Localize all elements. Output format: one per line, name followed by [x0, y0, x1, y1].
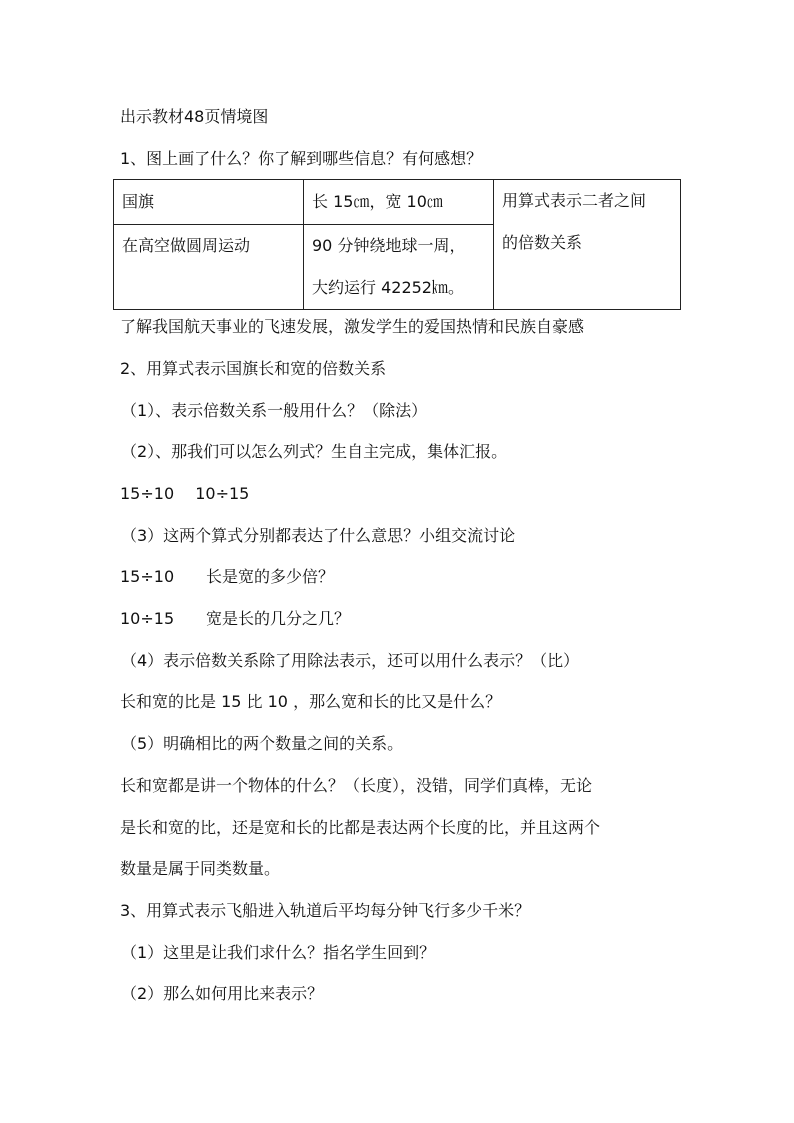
expressions-line: 15÷10 10÷15 [120, 484, 250, 503]
cell-line: 大约运行 42252㎞。 [312, 278, 464, 297]
calc-expression: 15÷10 [120, 567, 175, 586]
table-cell: 长 15㎝，宽 10㎝ [304, 180, 494, 225]
calc-meaning: 长是宽的多少倍？ [206, 567, 335, 586]
table-cell: 国旗 [114, 180, 304, 225]
table-cell [494, 180, 681, 310]
table-cell: 在高空做圆周运动 [114, 225, 304, 310]
sub-question-3-2: （2）那么如何用比来表示？ [121, 984, 324, 1003]
info-table [113, 179, 681, 310]
paragraph-line: 是长和宽的比，还是宽和长的比都是表达两个长度的比，并且这两个 [120, 818, 601, 837]
intro-line: 出示教材48页情境图 [120, 107, 269, 126]
question-2: 2、用算式表示国旗长和宽的倍数关系 [120, 359, 387, 378]
paragraph-line: 数量是属于同类数量。 [120, 859, 281, 878]
sub-question-1: （1）、表示倍数关系一般用什么？（除法） [121, 401, 428, 420]
table-row [114, 180, 681, 225]
question-1: 1、图上画了什么？你了解到哪些信息？有何感想？ [120, 149, 483, 168]
sub-question-2: （2）、那我们可以怎么列式？生自主完成，集体汇报。 [121, 442, 508, 461]
sub-question-3-1: （1）这里是让我们求什么？指名学生回到？ [121, 943, 436, 962]
calc-row-1 [120, 567, 334, 587]
cell-line: 90 分钟绕地球一周， [312, 236, 466, 255]
ratio-question: 长和宽的比是 15 比 10 ，那么宽和长的比又是什么？ [120, 692, 502, 711]
sub-question-3: （3）这两个算式分别都表达了什么意思？小组交流讨论 [121, 526, 516, 545]
cell-line: 的倍数关系 [502, 233, 583, 252]
table-cell [304, 225, 494, 310]
goal-line: 了解我国航天事业的飞速发展，激发学生的爱国热情和民族自豪感 [120, 317, 585, 336]
cell-line: 用算式表示二者之间 [502, 191, 647, 210]
calc-expression: 10÷15 [120, 609, 175, 628]
sub-question-4: （4）表示倍数关系除了用除法表示，还可以用什么表示？（比） [121, 651, 580, 670]
calc-row-2 [120, 609, 350, 629]
paragraph-line: 长和宽都是讲一个物体的什么？（长度），没错，同学们真棒，无论 [120, 776, 593, 795]
question-3: 3、用算式表示飞船进入轨道后平均每分钟飞行多少千米？ [120, 901, 531, 920]
calc-meaning: 宽是长的几分之几？ [206, 609, 351, 628]
sub-question-5: （5）明确相比的两个数量之间的关系。 [121, 734, 404, 753]
